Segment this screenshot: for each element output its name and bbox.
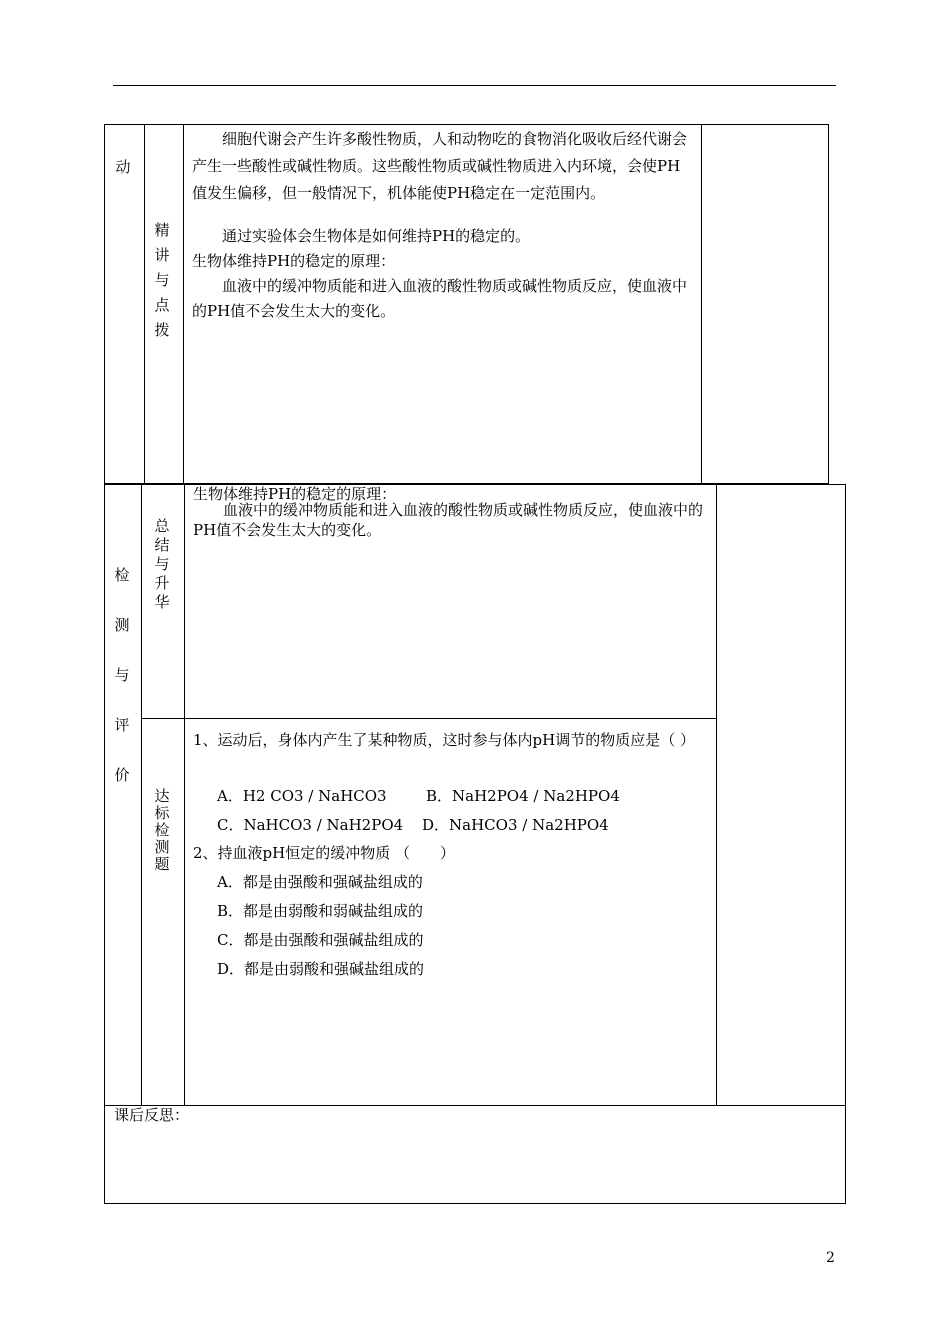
section1-paragraph-1: 细胞代谢会产生许多酸性物质，人和动物吃的食物消化吸收后经代谢会产生一些酸性或碱性物质。这些酸性物质或碱性物质进入内环境，会使PH值发生偏移，但一般情况下，机体能使PH稳定在一定范围内。 (192, 130, 688, 202)
header-rule (113, 85, 836, 86)
q1-option-d: D．NaHCO3 / Na2HPO4 (422, 816, 609, 834)
q2-option-b: B．都是由弱酸和弱碱盐组成的 (217, 902, 424, 920)
section2-divider-1 (141, 484, 142, 1105)
section2-row-divider (141, 718, 716, 719)
summary-line-1: 生物体维持PH的稳定的原理： (193, 485, 397, 503)
summary-line-2: 血液中的缓冲物质能和进入血液的酸性物质或碱性物质反应，使血液中的PH值不会发生太大的变化。 (193, 501, 704, 539)
q1-option-c: C．NaHCO3 / NaH2PO4 (217, 816, 404, 834)
section2-divider-3 (716, 484, 717, 1105)
page-number: 2 (826, 1250, 835, 1266)
q2-stem: 2、持血液pH恒定的缓冲物质 （ ） (193, 844, 455, 862)
section1-left-label: 动 (115, 158, 131, 176)
section2-left-label: 检 测 与 评 价 (114, 566, 130, 784)
section2-divider-2 (184, 484, 185, 1105)
section1-divider-1 (144, 124, 145, 484)
summary-label: 总 结 与 升 华 (154, 517, 170, 611)
section1-paragraph-3: 生物体维持PH的稳定的原理： (192, 252, 396, 270)
section1-paragraph-4: 血液中的缓冲物质能和进入血液的酸性物质或碱性物质反应，使血液中的PH值不会发生太大的变化。 (192, 277, 688, 320)
section1-divider-3 (701, 124, 702, 484)
section2-bottom-divider (104, 1105, 846, 1106)
section1-divider-2 (183, 124, 184, 484)
q2-option-d: D．都是由弱酸和强碱盐组成的 (217, 960, 425, 978)
q1-option-a: A．H2 CO3 / NaHCO3 (217, 787, 387, 805)
reflection-label: 课后反思： (114, 1106, 190, 1124)
section1-paragraph-2: 通过实验体会生物体是如何维持PH的稳定的。 (222, 227, 531, 245)
q2-option-a: A．都是由强酸和强碱盐组成的 (217, 873, 423, 891)
q1-stem: 1、运动后，身体内产生了某种物质，这时参与体内pH调节的物质应是（ ） (193, 731, 695, 749)
q2-option-c: C．都是由强酸和强碱盐组成的 (217, 931, 424, 949)
q1-option-b: B．NaH2PO4 / Na2HPO4 (426, 787, 620, 805)
section1-sub-label: 精 讲 与 点 拨 (154, 221, 170, 339)
test-label: 达 标 检 测 题 (154, 787, 170, 873)
